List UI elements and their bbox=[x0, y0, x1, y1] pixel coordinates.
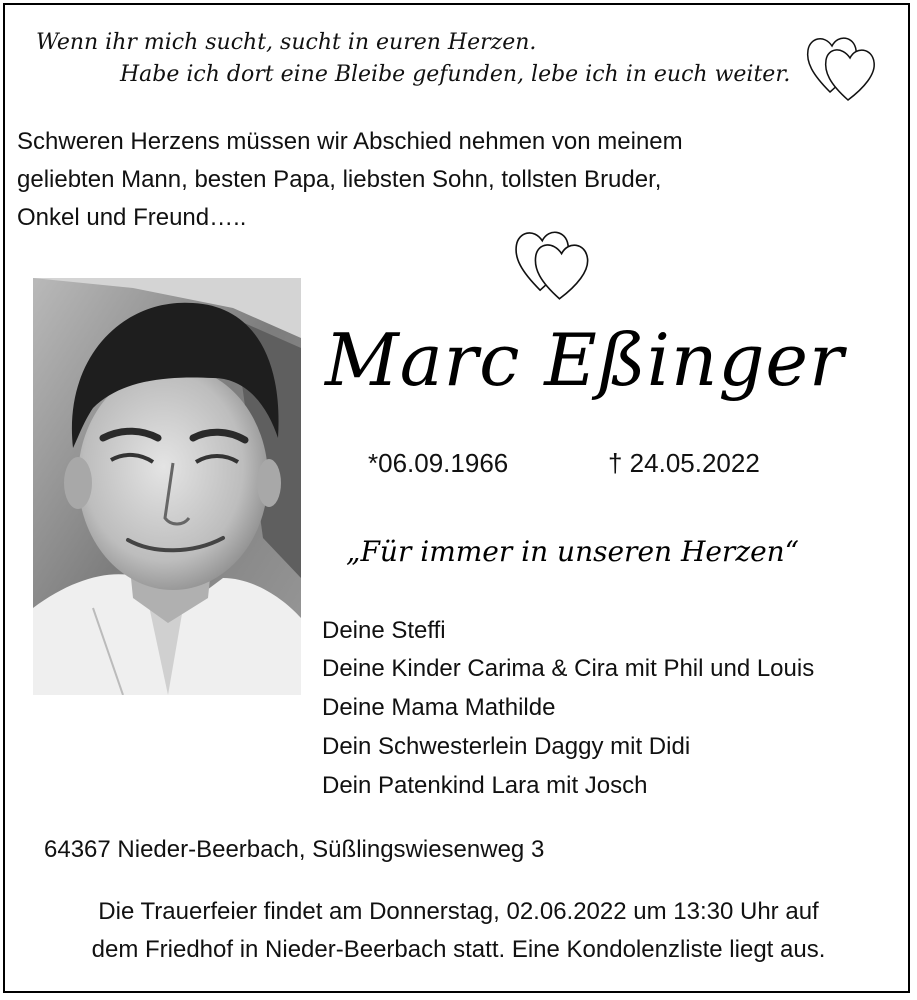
poem-line-2: Habe ich dort eine Bleibe gefunden, lebe ich in euch weiter. bbox=[120, 62, 791, 87]
family-line: Deine Kinder Carima & Cira mit Phil und Louis bbox=[322, 655, 815, 682]
portrait-photo bbox=[33, 278, 301, 695]
family-line: Deine Mama Mathilde bbox=[322, 694, 556, 721]
birth-date: *06.09.1966 bbox=[368, 448, 509, 478]
funeral-line-2: dem Friedhof in Nieder-Beerbach statt. Eine Kondolenzliste liegt aus. bbox=[91, 936, 826, 963]
family-line: Dein Schwesterlein Daggy mit Didi bbox=[322, 733, 691, 760]
intro-line-3: Onkel und Freund….. bbox=[17, 204, 247, 231]
family-line: Deine Steffi bbox=[322, 617, 446, 644]
family-line: Dein Patenkind Lara mit Josch bbox=[322, 772, 648, 799]
address: 64367 Nieder-Beerbach, Süßlingswiesenweg 3 bbox=[44, 836, 545, 863]
intro-line-2: geliebten Mann, besten Papa, liebsten Sohn, tollsten Bruder, bbox=[17, 166, 662, 193]
double-heart-icon bbox=[802, 22, 882, 104]
death-date: † 24.05.2022 bbox=[608, 448, 760, 478]
intro-line-1: Schweren Herzens müssen wir Abschied nehmen von meinem bbox=[17, 128, 683, 155]
double-heart-icon bbox=[510, 214, 596, 304]
deceased-name: Marc Eßinger bbox=[325, 318, 845, 402]
poem-line-1: Wenn ihr mich sucht, sucht in euren Herzen. bbox=[36, 30, 537, 55]
funeral-line-1: Die Trauerfeier findet am Donnerstag, 02.06.2022 um 13:30 Uhr auf bbox=[98, 898, 819, 925]
memorial-quote: „Für immer in unseren Herzen“ bbox=[346, 535, 799, 568]
